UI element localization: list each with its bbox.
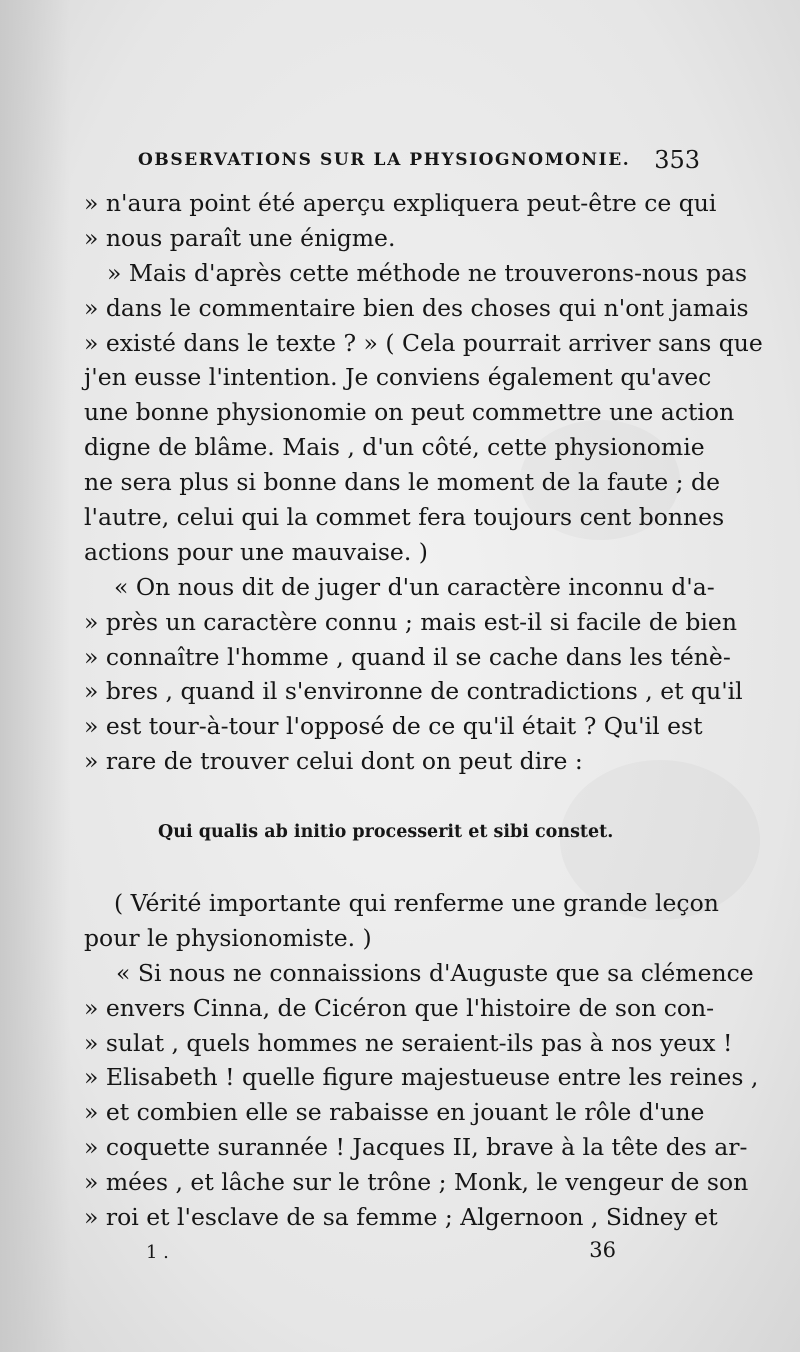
signature-number: 36: [589, 1238, 616, 1262]
text-line: » Mais d'après cette méthode ne trouverons-nous pas: [107, 258, 748, 287]
text-line: » n'aura point été aperçu expliquera peut-être ce qui: [84, 189, 717, 217]
text-line: ne sera plus si bonne dans le moment de la faute ; de: [84, 468, 721, 497]
latin-quote: Qui qualis ab initio processerit et sibi constet.: [158, 822, 614, 842]
text-line: actions pour une mauvaise. ): [84, 537, 428, 566]
page-header: [138, 146, 700, 180]
text-line: digne de blâme. Mais , d'un côté, cette physionomie: [84, 433, 705, 462]
page-edge-shadow: [0, 0, 70, 1352]
page-number: 353: [654, 146, 700, 174]
text-line: » près un caractère connu ; mais est-il si facile de bien: [84, 607, 737, 636]
text-line: » existé dans le texte ? » ( Cela pourrait arriver sans que: [84, 328, 763, 357]
text-line: » et combien elle se rabaisse en jouant le rôle d'une: [84, 1098, 705, 1127]
text-line: » sulat , quels hommes ne seraient-ils pas à nos yeux !: [84, 1028, 733, 1057]
text-line: l'autre, celui qui la commet fera toujours cent bonnes: [84, 503, 725, 532]
body-text-block: [84, 886, 759, 1235]
text-line: » coquette surannée ! Jacques II, brave à la tête des ar-: [84, 1133, 748, 1162]
text-line: pour le physionomiste. ): [84, 923, 372, 952]
page-footer: [146, 1238, 616, 1268]
text-line: » mées , et lâche sur le trône ; Monk, le vengeur de son: [84, 1168, 749, 1197]
text-line: » est tour-à-tour l'opposé de ce qu'il était ? Qu'il est: [84, 712, 703, 741]
text-line: j'en eusse l'intention. Je conviens également qu'avec: [84, 363, 712, 392]
text-line: « Si nous ne connaissions d'Auguste que sa clémence: [116, 958, 754, 987]
text-line: » connaître l'homme , quand il se cache dans les ténè-: [84, 642, 731, 671]
text-line: « On nous dit de juger d'un caractère inconnu d'a-: [114, 572, 715, 601]
text-line: » roi et l'esclave de sa femme ; Algernoon , Sidney et: [84, 1203, 718, 1232]
text-line: » bres , quand il s'environne de contradictions , et qu'il: [84, 677, 743, 706]
text-line: » envers Cinna, de Cicéron que l'histoire de son con-: [84, 993, 715, 1022]
running-head: OBSERVATIONS SUR LA PHYSIOGNOMONIE.: [138, 150, 631, 170]
signature-mark: 1 .: [146, 1242, 169, 1263]
body-text-block: [84, 186, 763, 779]
text-line: » Elisabeth ! quelle figure majestueuse entre les reines ,: [84, 1063, 759, 1092]
text-line: » nous paraît une énigme.: [84, 223, 396, 252]
text-line: une bonne physionomie on peut commettre une action: [84, 398, 735, 427]
text-line: » dans le commentaire bien des choses qui n'ont jamais: [84, 293, 749, 322]
text-line: ( Vérité importante qui renferme une grande leçon: [114, 889, 719, 917]
text-line: » rare de trouver celui dont on peut dire :: [84, 747, 583, 776]
